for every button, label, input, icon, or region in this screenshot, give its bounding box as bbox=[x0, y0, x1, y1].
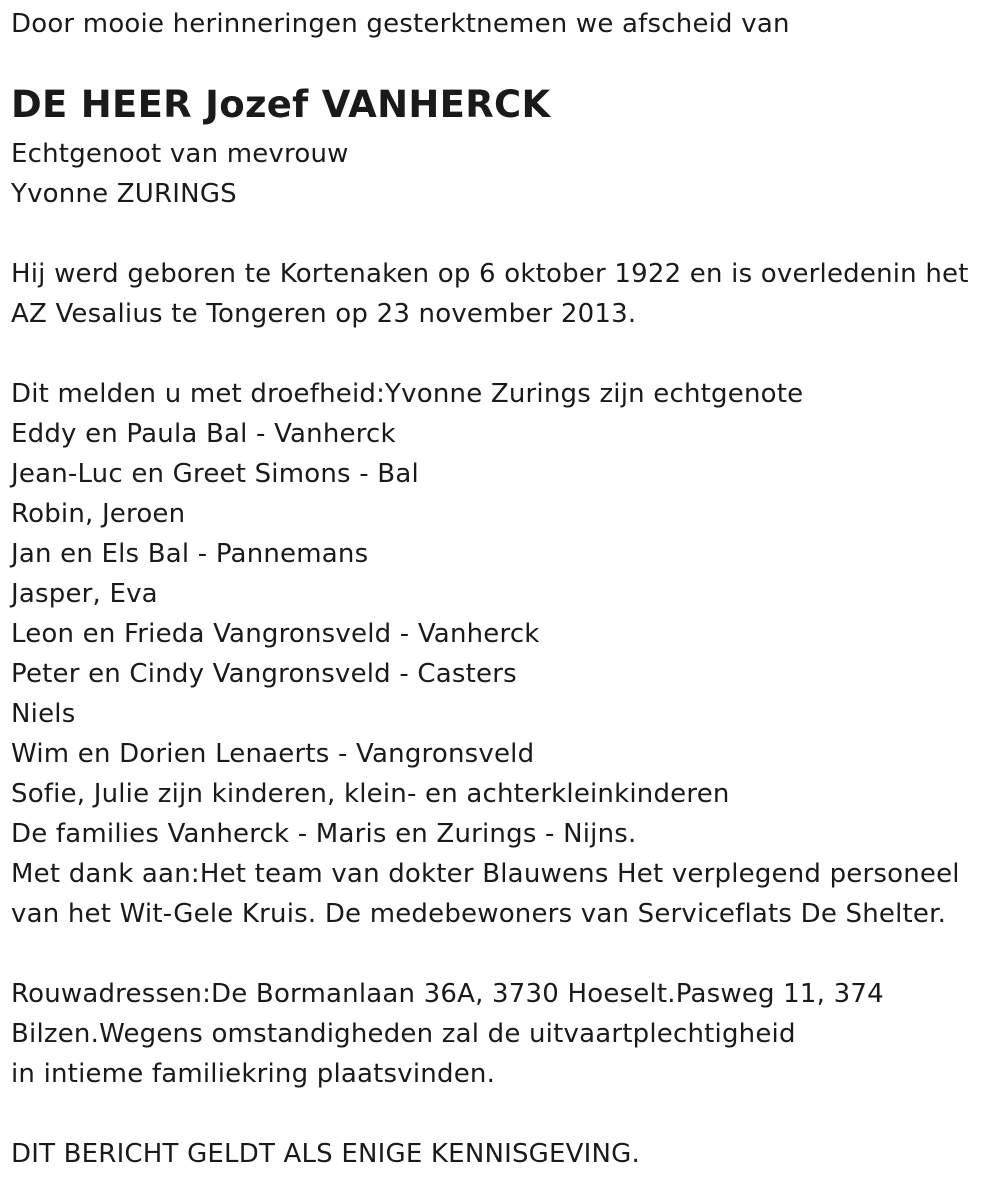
address-line: in intieme familiekring plaatsvinden. bbox=[11, 1059, 496, 1089]
family-line: Dit melden u met droefheid:Yvonne Zurings zijn echtgenote bbox=[11, 379, 804, 409]
family-line: Niels bbox=[11, 699, 76, 729]
family-line: Leon en Frieda Vangronsveld - Vanherck bbox=[11, 619, 540, 649]
family-line: Eddy en Paula Bal - Vanherck bbox=[11, 419, 396, 449]
spouse-block bbox=[11, 134, 349, 214]
family-line: De families Vanherck - Maris en Zurings - Nijns. bbox=[11, 819, 637, 849]
family-line: Jasper, Eva bbox=[11, 579, 158, 609]
family-line: Jan en Els Bal - Pannemans bbox=[11, 539, 369, 569]
family-line: Jean-Luc en Greet Simons - Bal bbox=[11, 459, 419, 489]
family-line: Robin, Jeroen bbox=[11, 499, 186, 529]
thanks-line: Met dank aan:Het team van dokter Blauwens Het verplegend personeel bbox=[11, 859, 960, 889]
spouse-line: Echtgenoot van mevrouw bbox=[11, 139, 349, 169]
deceased-name: DE HEER Jozef VANHERCK bbox=[11, 83, 551, 126]
family-block bbox=[11, 374, 960, 934]
address-line: Bilzen.Wegens omstandigheden zal de uitvaartplechtigheid bbox=[11, 1019, 796, 1049]
spouse-line: Yvonne ZURINGS bbox=[11, 179, 237, 209]
family-line: Peter en Cindy Vangronsveld - Casters bbox=[11, 659, 517, 689]
thanks-line: van het Wit-Gele Kruis. De medebewoners van Serviceflats De Shelter. bbox=[11, 899, 947, 929]
address-block bbox=[11, 974, 884, 1094]
address-line: Rouwadressen:De Bormanlaan 36A, 3730 Hoeselt.Pasweg 11, 374 bbox=[11, 979, 884, 1009]
family-line: Wim en Dorien Lenaerts - Vangronsveld bbox=[11, 739, 535, 769]
family-line: Sofie, Julie zijn kinderen, klein- en achterkleinkinderen bbox=[11, 779, 730, 809]
notice-text: DIT BERICHT GELDT ALS ENIGE KENNISGEVING. bbox=[11, 1139, 640, 1169]
intro-text: Door mooie herinneringen gesterktnemen we afscheid van bbox=[11, 9, 790, 39]
birth-death-line: AZ Vesalius te Tongeren op 23 november 2013. bbox=[11, 299, 637, 329]
birth-death-block bbox=[11, 254, 969, 334]
birth-death-line: Hij werd geboren te Kortenaken op 6 oktober 1922 en is overledenin het bbox=[11, 259, 969, 289]
